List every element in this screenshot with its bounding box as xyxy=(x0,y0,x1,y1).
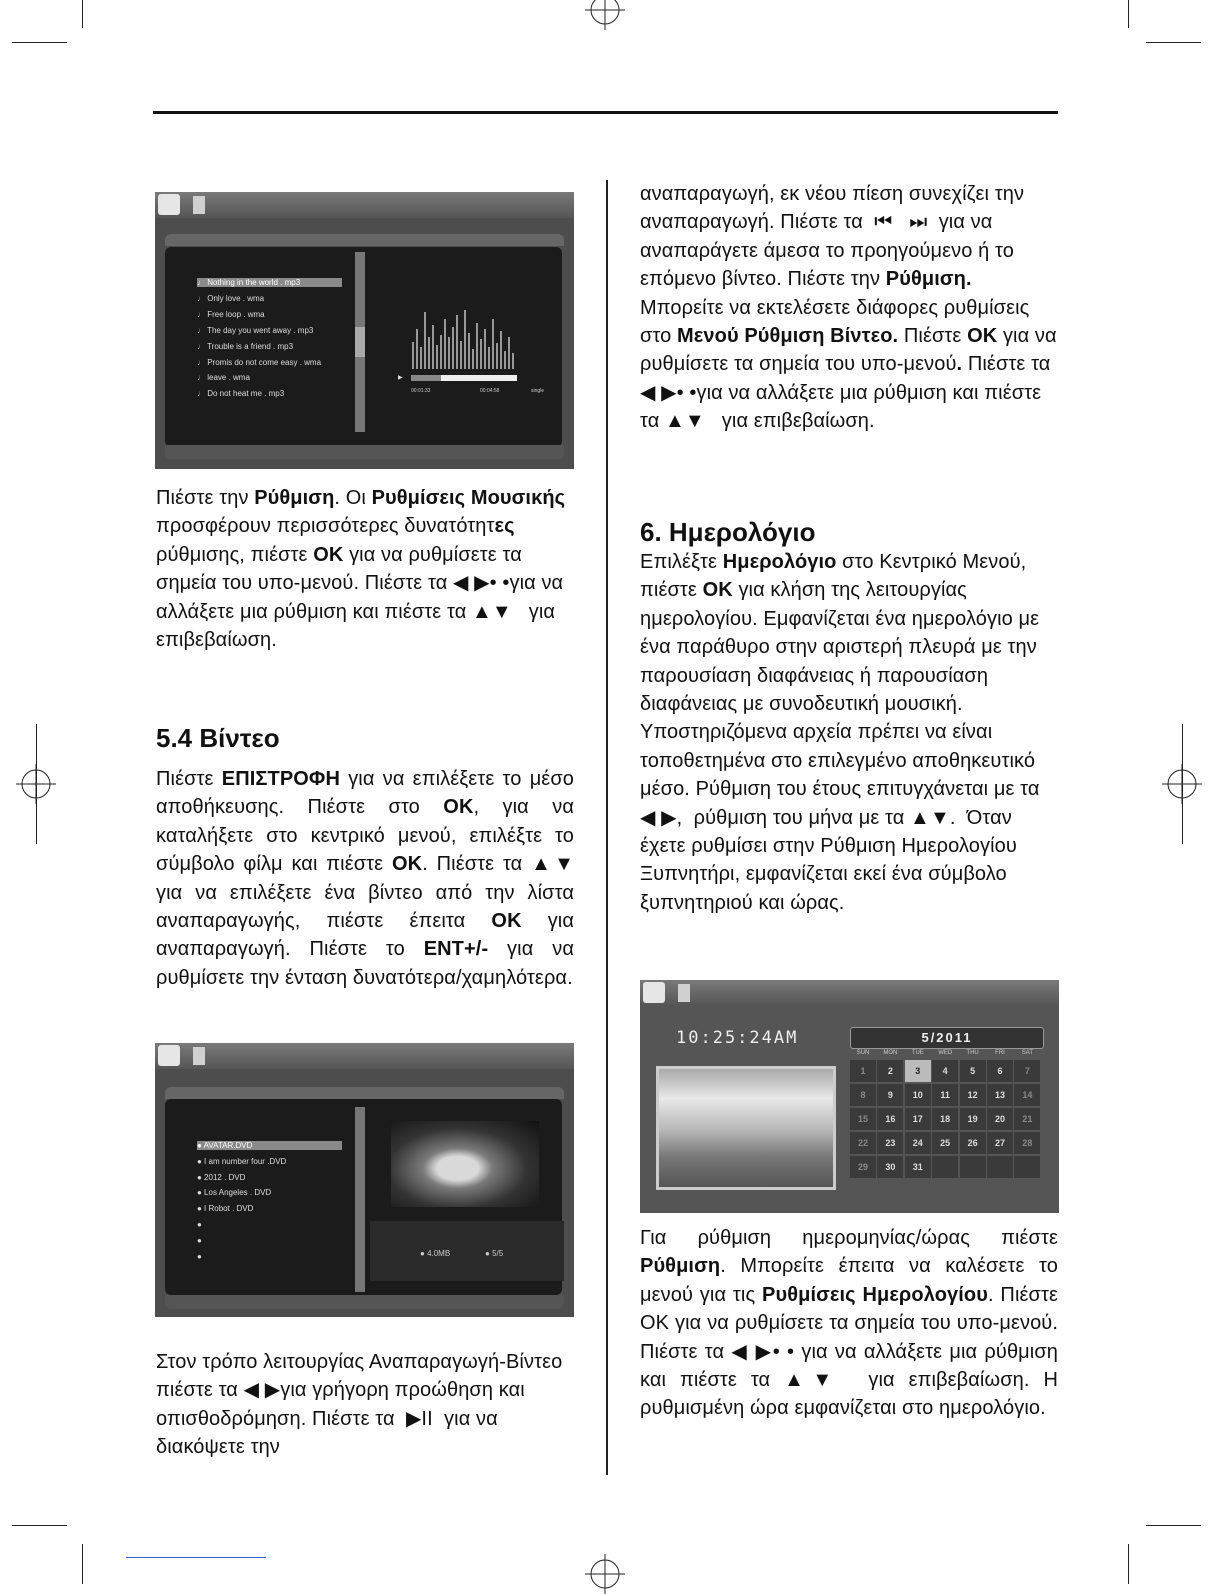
weekday-header: THU xyxy=(966,1050,979,1056)
time-elapsed: 00:01:33 xyxy=(411,388,431,394)
calendar-day[interactable]: 9 xyxy=(877,1084,903,1106)
calendar-screenshot xyxy=(640,980,1059,1213)
crop-mark xyxy=(1146,1525,1201,1526)
clock-display: 10:25:24AM xyxy=(676,1028,799,1048)
crop-mark xyxy=(1128,1544,1129,1584)
video-list-item[interactable]: ● I Robot . DVD xyxy=(197,1204,254,1214)
section-heading-calendar: 6. Ημερολόγιο xyxy=(640,517,816,547)
music-settings-paragraph: Πιέστε την Ρύθμιση. Οι Ρυθμίσεις Μουσικής προσφέρουν περισσότερες δυνατότητες ρύθμισης, πιέστε OK για να ρυθμίσετε τα σημεία του υπο-μενού. Πιέστε τα ◀ ▶• •για να αλλάξετε μια ρύθμιση και πιέστε τα ▲▼ για επιβεβαίωση. xyxy=(156,487,566,652)
video-preview-image xyxy=(391,1121,539,1207)
progress-bar[interactable] xyxy=(411,375,517,381)
crop-mark xyxy=(12,1525,67,1526)
calendar-day[interactable]: 23 xyxy=(877,1132,903,1154)
calendar-day[interactable]: 15 xyxy=(850,1108,876,1130)
video-list-item[interactable]: ● xyxy=(197,1220,202,1229)
calendar-day[interactable]: 12 xyxy=(960,1084,986,1106)
calendar-day[interactable]: 8 xyxy=(850,1084,876,1106)
column-divider xyxy=(606,180,608,1475)
weekday-header: SUN xyxy=(856,1050,870,1056)
playback-paragraph: Στον τρόπο λειτουργίας Αναπαραγωγή-Βίντεο πιέστε τα ◀ ▶για γρήγορη προώθηση και οπισθοδρόμηση. Πιέστε τα ▶II για να διακόψετε την xyxy=(156,1351,563,1459)
video-list-item[interactable]: ● xyxy=(197,1251,202,1261)
crop-mark xyxy=(1146,42,1201,43)
file-count: ● 5/5 xyxy=(485,1249,504,1258)
track-list-item[interactable]: ♩ Free loop . wma xyxy=(197,309,265,319)
registration-mark-icon xyxy=(585,1554,625,1594)
calendar-paragraph: Επιλέξτε Ημερολόγιο στο Κεντρικό Μενού, πιέστε OK για κλήση της λειτουργίας ημερολογίου. Εμφανίζεται ένα ημερολόγιο με ένα παράθυρο στην αριστερή πλευρά με την παρουσίαση διαφάνειας ή παρουσίαση διαφάνειας με συνοδευτική μουσική. Υποστηριζόμενα αρχεία πρέπει να είναι τοποθετημένα στο επιλεγμένο αποθηκευτικό μέσο. Ρύθμιση του έτους επιτυγχάνεται με τα ◀ ▶, ρύθμιση του μήνα με τα ▲▼. Όταν έχετε ρυθμίσει στην Ρύθμιση Ημερολογίου Ξυπνητήρι, εμφανίζεται εκεί ένα σύμβολο ξυπνητηριού και ώρας. xyxy=(640,551,1040,914)
audio-spectrum xyxy=(410,307,520,369)
video-list-item[interactable]: ● AVATAR.DVD xyxy=(197,1141,342,1150)
section-heading-video: 5.4 Βίντεο xyxy=(156,723,280,753)
calendar-day[interactable]: 22 xyxy=(850,1132,876,1154)
video-player-screenshot xyxy=(155,1043,574,1317)
calendar-day[interactable]: 31 xyxy=(905,1156,931,1178)
card-icon xyxy=(193,196,205,214)
footer-link-line xyxy=(126,1557,266,1558)
registration-mark-icon xyxy=(585,0,625,30)
crop-mark xyxy=(82,0,83,28)
crop-mark xyxy=(36,724,37,844)
calendar-day[interactable]: 14 xyxy=(1014,1084,1040,1106)
weekday-header: MON xyxy=(883,1050,898,1056)
music-player-screenshot xyxy=(155,192,574,469)
calendar-day[interactable]: 3 xyxy=(905,1060,931,1082)
weekday-header: TUE xyxy=(911,1050,924,1056)
music-tab-icon xyxy=(158,194,180,215)
video-list-item[interactable]: ● Los Angeles . DVD xyxy=(197,1188,272,1198)
calendar-day[interactable]: 29 xyxy=(850,1156,876,1178)
calendar-day[interactable]: 13 xyxy=(987,1084,1013,1106)
calendar-day[interactable]: 16 xyxy=(877,1108,903,1130)
calendar-day xyxy=(932,1156,958,1178)
screen-topbar xyxy=(155,1043,574,1069)
screen-topbar xyxy=(640,980,1059,1006)
calendar-day[interactable]: 28 xyxy=(1014,1132,1040,1154)
calendar-day[interactable]: 18 xyxy=(932,1108,958,1130)
calendar-day[interactable]: 24 xyxy=(905,1132,931,1154)
track-list-item[interactable]: ♩ Only love . wma xyxy=(197,293,265,303)
card-icon xyxy=(678,984,690,1002)
weekday-header: SAT xyxy=(1021,1050,1033,1056)
card-icon xyxy=(193,1047,205,1065)
calendar-day[interactable]: 2 xyxy=(877,1060,903,1082)
video-paragraph: Πιέστε ΕΠΙΣΤΡΟΦΗ για να επιλέξετε το μέσο αποθήκευσης. Πιέστε στο OK, για να καταλήξετε στο κεντρικό μενού, επιλέξτε το σύμβολο φίλμ και πιέστε OK. Πιέστε τα ▲▼ για να επιλέξετε ένα βίντεο από την λίστα αναπαραγωγής, πιέστε έπειτα OK για αναπαραγωγή. Πιέστε το ENT+/- για να ρυθμίσετε την ένταση δυνατότερα/χαμηλότερα. xyxy=(156,768,575,989)
video-list-item[interactable]: ● I am number four .DVD xyxy=(197,1156,287,1166)
calendar-day[interactable]: 27 xyxy=(987,1132,1013,1154)
list-scrollbar[interactable] xyxy=(355,1107,365,1292)
play-mode: single xyxy=(531,388,545,394)
weekday-header: WED xyxy=(938,1050,953,1056)
calendar-day[interactable]: 5 xyxy=(960,1060,986,1082)
screen-topbar xyxy=(155,192,574,218)
calendar-day[interactable]: 4 xyxy=(932,1060,958,1082)
calendar-day[interactable]: 17 xyxy=(905,1108,931,1130)
track-list-item[interactable]: ♩ leave . wma xyxy=(197,373,250,383)
calendar-day xyxy=(1014,1156,1040,1178)
calendar-day[interactable]: 19 xyxy=(960,1108,986,1130)
calendar-day xyxy=(960,1156,986,1178)
date-time-paragraph: Για ρύθμιση ημερομηνίας/ώρας πιέστε Ρύθμιση. Μπορείτε έπειτα να καλέσετε το μενού για τις Ρυθμίσεις Ημερολογίου. Πιέστε OK για να ρυθμίσετε τα σημεία του υπο-μενού. Πιέστε τα ◀ ▶• • για να αλλάξετε μια ρύθμιση και πιέστε τα ▲▼ για επιβεβαίωση. Η ρυθμισμένη ώρα εμφανίζεται στο ημερολόγιο. xyxy=(640,1227,1058,1420)
play-indicator-icon: ▶ xyxy=(398,375,403,381)
film-tab-icon xyxy=(158,1045,180,1066)
calendar-day[interactable]: 26 xyxy=(960,1132,986,1154)
header-rule xyxy=(153,111,1058,114)
calendar-day[interactable]: 6 xyxy=(987,1060,1013,1082)
calendar-day[interactable]: 30 xyxy=(877,1156,903,1178)
month-title-bar[interactable]: 5/2011 xyxy=(850,1027,1044,1049)
crop-mark xyxy=(1182,724,1183,844)
track-list-item[interactable]: ♩ Trouble is a friend . mp3 xyxy=(197,341,294,351)
track-list-item[interactable]: ♩ The day you went away . mp3 xyxy=(197,325,314,335)
file-size: ● 4.0MB xyxy=(420,1249,451,1258)
track-list-item[interactable]: ♩ Nothing in the world . mp3 xyxy=(197,278,342,287)
calendar-day[interactable]: 1 xyxy=(850,1060,876,1082)
slideshow-photo xyxy=(656,1066,836,1190)
calendar-day[interactable]: 25 xyxy=(932,1132,958,1154)
calendar-day[interactable]: 7 xyxy=(1014,1060,1040,1082)
scrollbar-thumb[interactable] xyxy=(355,327,365,357)
track-list-item[interactable]: ♩ Promis do not come easy . wma xyxy=(197,357,322,367)
video-settings-paragraph: αναπαραγωγή, εκ νέου πίεση συνεχίζει την αναπαραγωγή. Πιέστε τα ⏮ ⏭ για να αναπαράγετε άμεσα το προηγούμενο ή το επόμενο βίντεο. Πιέστε την Ρύθμιση. Μπορείτε να εκτελέσετε διάφορες ρυθμίσεις στο Μενού Ρύθμιση Βίντεο. Πιέστε OK για να ρυθμίσετε τα σημεία του υπο-μενού. Πιέστε τα ◀ ▶• •για να αλλάξετε μια ρύθμιση και πιέστε τα ▲▼ για επιβεβαίωση. xyxy=(640,183,1057,433)
calendar-day xyxy=(987,1156,1013,1178)
calendar-day[interactable]: 11 xyxy=(932,1084,958,1106)
video-list-item[interactable]: ● xyxy=(197,1235,202,1245)
calendar-day[interactable]: 21 xyxy=(1014,1108,1040,1130)
video-list-item[interactable]: ● 2012 . DVD xyxy=(197,1172,246,1182)
weekday-header: FRI xyxy=(995,1050,1005,1056)
crop-mark xyxy=(82,1544,83,1584)
calendar-day[interactable]: 20 xyxy=(987,1108,1013,1130)
crop-mark xyxy=(12,42,67,43)
crop-mark xyxy=(1128,0,1129,28)
track-list-item[interactable]: ♩ Do not heat me . mp3 xyxy=(197,389,285,399)
calendar-tab-icon xyxy=(643,982,665,1003)
time-total: 00:04:58 xyxy=(480,388,500,394)
calendar-day[interactable]: 10 xyxy=(905,1084,931,1106)
